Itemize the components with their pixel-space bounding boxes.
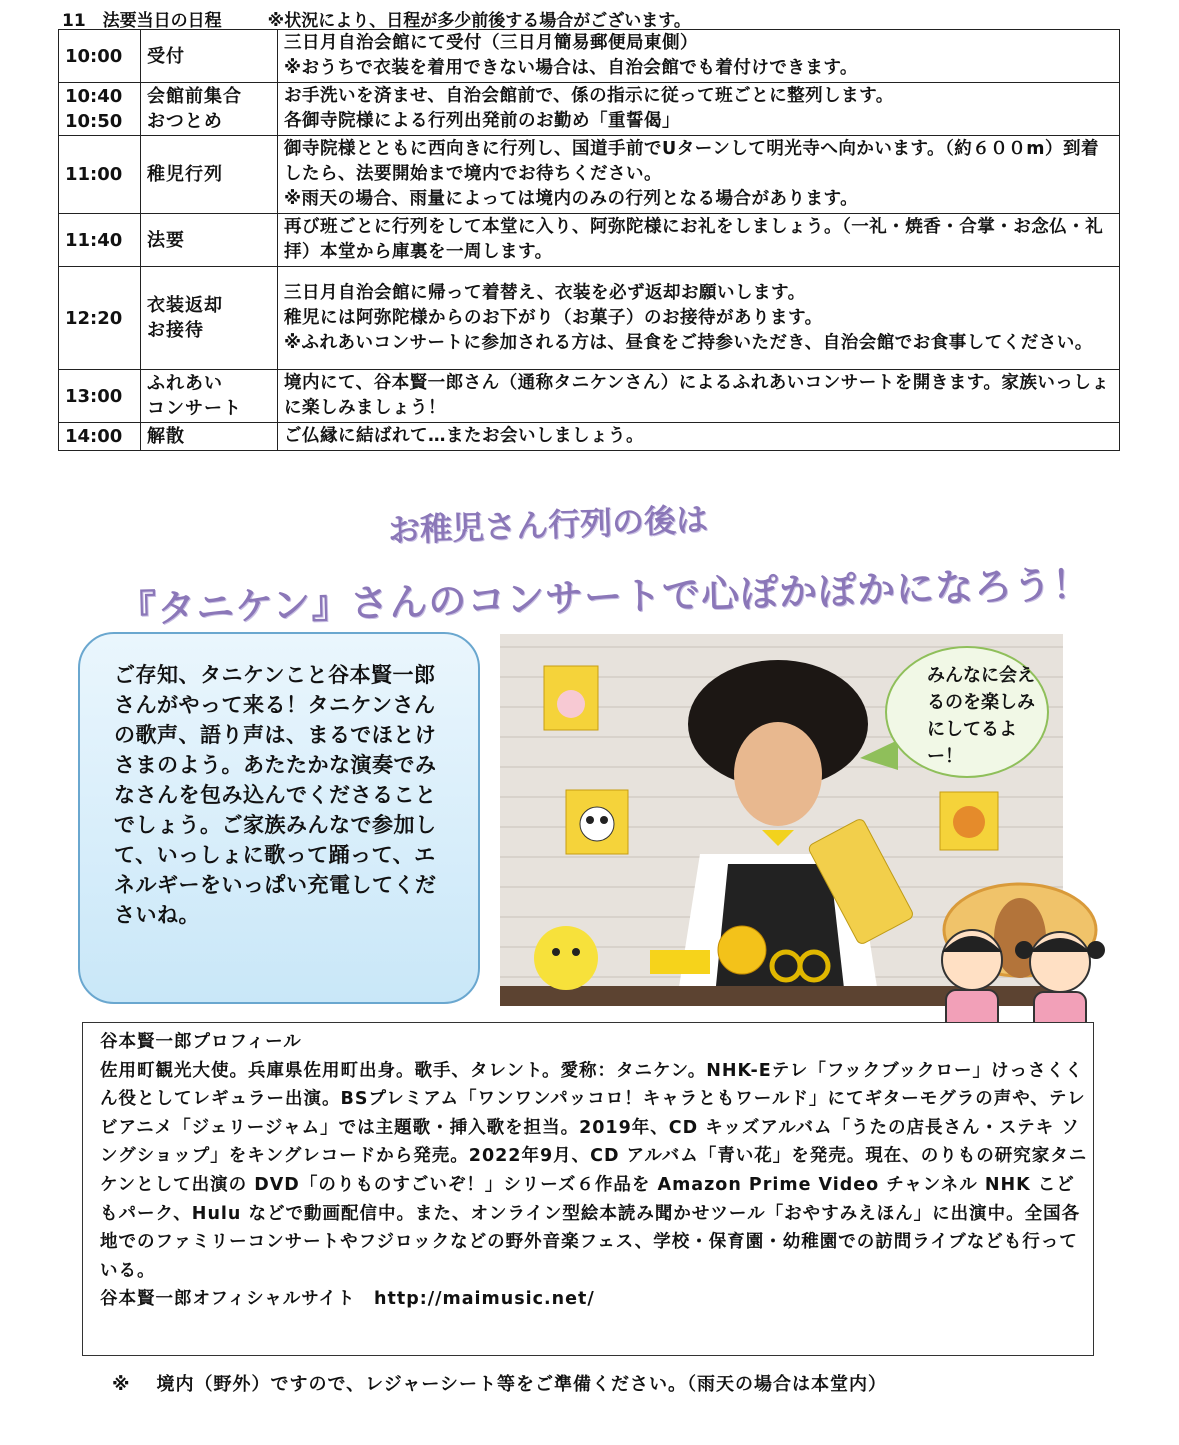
desc-cell: お手洗いを済ませ、自治会館前で、係の指示に従って班ごとに整列します。 各御寺院様による行列出発前のお勤め「重誓偈」: [278, 83, 1120, 136]
desc-cell: 境内にて、谷本賢一郎さん（通称タニケンさん）によるふれあいコンサートを開きます。家族いっしょに楽しみましょう！: [278, 370, 1120, 423]
section-title: [62, 6, 691, 31]
desc-cell: 再び班ごとに行列をして本堂に入り、阿弥陀様にお礼をしましょう。（一礼・焼香・合掌・お念仏・礼拝）本堂から庫裏を一周します。: [278, 214, 1120, 267]
profile-site: 谷本賢一郎オフィシャルサイト http://maimusic.net/: [100, 1289, 595, 1310]
event-cell: 稚児行列: [141, 136, 278, 214]
table-row: [59, 267, 1120, 370]
desc-cell: 三日月自治会館に帰って着替え、衣装を必ず返却お願いします。 稚児には阿弥陀様からのお下がり（お菓子）のお接待があります。 ※ふれあいコンサートに参加される方は、昼食をご持参いただき、自治会館でお食事してください。: [278, 267, 1120, 370]
speech-bubble-text: みんなに会えるのを楽しみにしてるよー！: [927, 665, 1035, 767]
table-row: [59, 30, 1120, 83]
time-cell: 10:40 10:50: [59, 83, 141, 136]
event-cell: ふれあい コンサート: [141, 370, 278, 423]
profile-body: 佐用町観光大使。兵庫県佐用町出身。歌手、タレント。愛称：タニケン。NHK-Eテレ「フックブックロー」けっさくくん役としてレギュラー出演。BSプレミアム「ワンワンパッコロ！キャラともワールド」にてギターモグラの声や、テレビアニメ「ジェリージャム」では主題歌・挿入歌を担当。2019年、CD キッズアルバム「うたの店長さん・ステキ ソングショップ」をキングレコードから発売。2022年9月、CD アルバム「青い花」を発売。現在、のりもの研究家タニケンとして出演の DVD「のりものすごいぞ！」シリーズ６作品を Amazon Prime Video チャンネル NHK こどもパーク、Hulu などで動画配信中。また、オンライン型絵本読み聞かせツール「おやすみえほん」に出演中。全国各地でのファミリーコンサートやフジロックなどの野外音楽フェス、学校・保育園・幼稚園での訪問ライブなども行っている。: [100, 1060, 1088, 1281]
time-cell: 12:20: [59, 267, 141, 370]
headline-line2: 『タニケン』さんのコンサートで心ぽかぽかになろう！: [117, 562, 1092, 632]
schedule-table: [58, 29, 1120, 451]
time-cell: 14:00: [59, 423, 141, 451]
footer-text: 境内（野外）ですので、レジャーシート等をご準備ください。（雨天の場合は本堂内）: [156, 1374, 887, 1395]
time-cell: 10:00: [59, 30, 141, 83]
table-row: [59, 423, 1120, 451]
profile-text: [100, 1028, 1090, 1314]
event-cell: 法要: [141, 214, 278, 267]
desc-cell: ご仏縁に結ばれて…またお会いしましょう。: [278, 423, 1120, 451]
desc-cell: 三日月自治会館にて受付（三日月簡易郵便局東側） ※おうちで衣装を着用できない場合は、自治会館でも着付けできます。: [278, 30, 1120, 83]
time-cell: 11:40: [59, 214, 141, 267]
event-cell: 解散: [141, 423, 278, 451]
section-heading: 11 法要当日の日程: [62, 11, 222, 31]
clock-toy: [718, 926, 766, 974]
speech-bubble-tail: [860, 740, 898, 770]
event-cell: 受付: [141, 30, 278, 83]
desc-cell: 御寺院様とともに西向きに行列し、国道手前でUターンして明光寺へ向かいます。（約６００m）到着したら、法要開始まで境内でお待ちください。 ※雨天の場合、雨量によっては境内のみの行列となる場合があります。: [278, 136, 1120, 214]
table-row: [59, 83, 1120, 136]
table-row: [59, 136, 1120, 214]
face: [734, 722, 822, 826]
time-cell: 13:00: [59, 370, 141, 423]
table-row: [59, 214, 1120, 267]
event-cell: 会館前集合 おつとめ: [141, 83, 278, 136]
bow-tie: [762, 830, 794, 846]
table-row: [59, 370, 1120, 423]
intro-bubble-text: ご存知、タニケンこと谷本賢一郎さんがやって来る！タニケンさんの歌声、語り声は、まるでほとけさまのよう。あたたかな演奏でみなさんを包み込んでくださることでしょう。ご家族みんなで参加して、いっしょに歌って踊って、エネルギーをいっぱい充電してくださいね。: [114, 663, 437, 927]
section-note: ※状況により、日程が多少前後する場合がございます。: [267, 11, 691, 31]
event-cell: 衣装返却 お接待: [141, 267, 278, 370]
footer-mark: ※: [112, 1374, 131, 1395]
footer-note: [112, 1370, 887, 1396]
time-cell: 11:00: [59, 136, 141, 214]
profile-heading: 谷本賢一郎プロフィール: [100, 1032, 302, 1052]
headline-line1: お稚児さん行列の後は: [387, 500, 709, 550]
chick-toy: [534, 926, 598, 990]
